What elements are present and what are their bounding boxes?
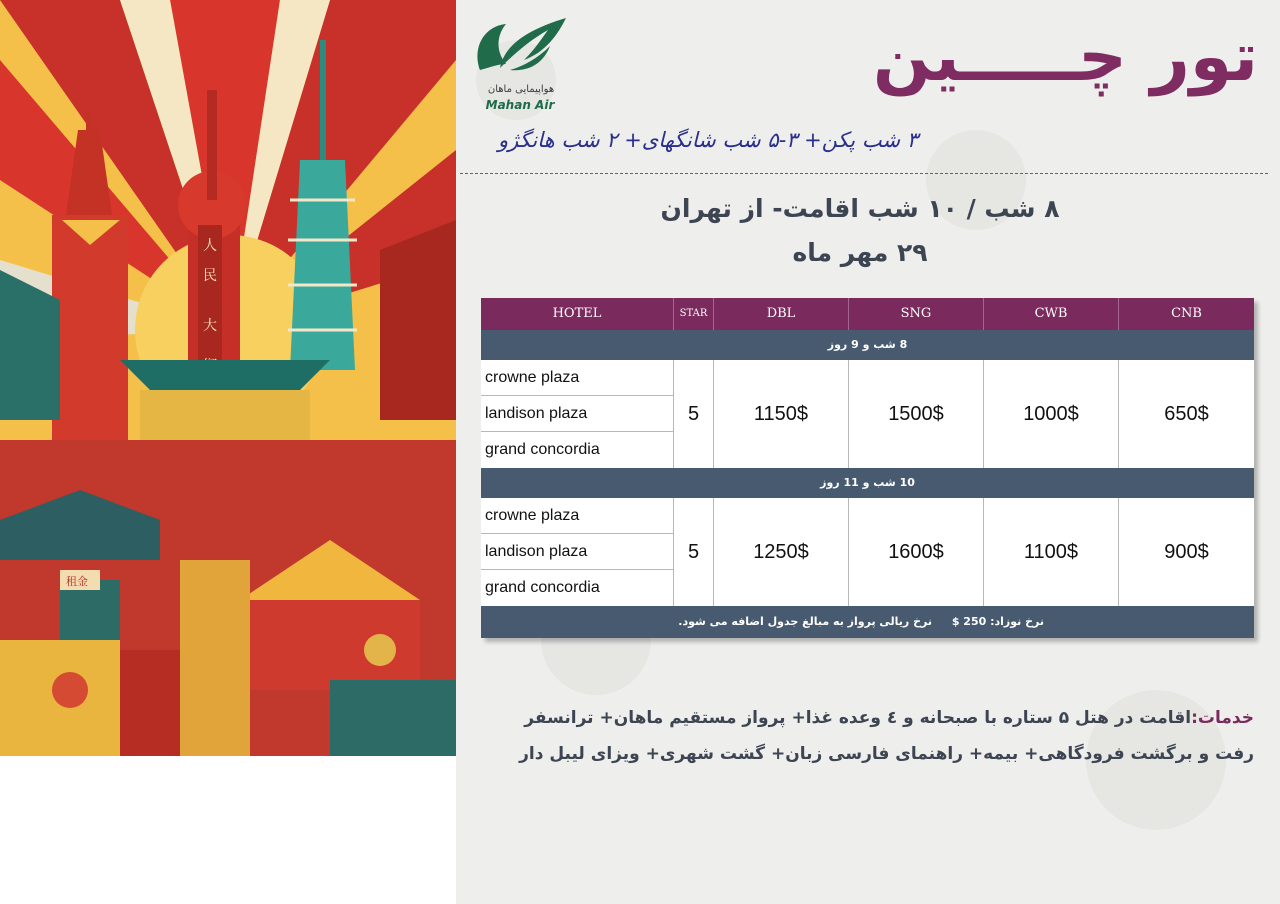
cwb-price: 1000$ [984,360,1119,468]
dbl-price: 1250$ [714,498,849,606]
svg-text:人: 人 [203,238,217,254]
section-title-10-nights: 10 شب و 11 روز [481,468,1254,498]
logo-persian-text: هواپیمایی ماهان [487,84,555,95]
cnb-price: 900$ [1164,541,1209,563]
col-header-hotel: HOTEL [481,298,674,330]
col-header-cwb: CWB [984,298,1119,330]
logo-english-text: Mahan Air [485,98,555,112]
section-title-8-nights: 8 شب و 9 روز [481,330,1254,360]
sng-price: 1600$ [849,498,984,606]
table-row [481,498,1254,606]
hotel-name: grand concordia [481,570,674,606]
infant-rate: نرخ نوزاد: 250 $ [951,615,1044,628]
china-poster-illustration [0,0,456,756]
star-value: 5 [674,360,714,468]
hotel-name: crowne plaza [481,360,674,396]
page-title: تور چـــــین [872,18,1258,97]
hotel-name: grand concordia [481,432,674,468]
poster-bottom-blank [0,756,456,904]
hotel-name: landison plaza [481,534,674,570]
col-header-sng: SNG [849,298,984,330]
cwb-price: 1100$ [984,498,1119,606]
cnb-price: 650$ [1164,403,1209,425]
poster-artwork [0,0,456,756]
svg-text:民: 民 [203,268,217,284]
poster-sign: 租金 [66,575,88,588]
hotel-name: crowne plaza [481,498,674,534]
mahan-air-logo [466,8,576,120]
col-header-dbl: DBL [714,298,849,330]
flight-note: نرخ ریالی پرواز به مبالغ جدول اضافه می شود. [678,615,932,628]
tour-duration: ۸ شب / ۱۰ شب اقامت- از تهران [660,194,1060,223]
dashed-divider [460,173,1268,174]
mahan-air-emblem-icon [466,8,576,88]
table-row [481,360,1254,468]
route-subtitle: ۳ شب پکن+ ۳-۵ شب شانگهای+ ۲ شب هانگژو [498,128,918,152]
table-footer [481,606,1254,638]
services-description [482,700,1254,772]
svg-text:大: 大 [203,318,217,334]
table-header-row [481,298,1254,330]
col-header-star: STAR [674,298,714,330]
services-text: اقامت در هتل ۵ ستاره با صبحانه و ٤ وعده غذا+ پرواز مستقیم ماهان+ ترانسفر رفت و برگشت فرودگاهی+ بیمه+ راهنمای فارسی زبان+ گشت شهری+ ویزای لیبل دار [519,708,1254,764]
price-table [481,298,1254,638]
sng-price: 1500$ [849,360,984,468]
tour-date: ۲۹ مهر ماه [792,238,928,267]
services-label: خدمات: [1191,708,1254,728]
col-header-cnb: CNB [1171,306,1202,321]
dbl-price: 1150$ [714,360,849,468]
hotel-name: landison plaza [481,396,674,432]
star-value: 5 [674,498,714,606]
